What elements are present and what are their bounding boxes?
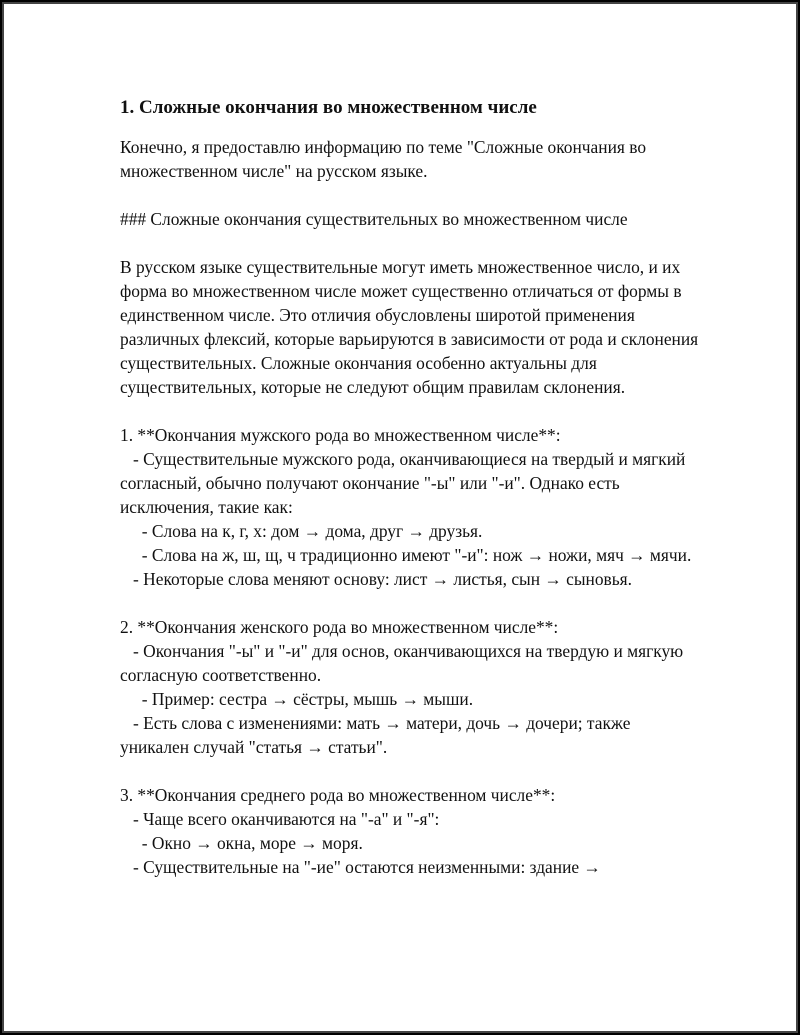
subheading: ### Сложные окончания существительных во множественном числе (120, 209, 628, 229)
list-item: - Чаще всего оканчиваются на "-а" и "-я": (120, 809, 440, 829)
list-item: - Существительные мужского рода, оканчивающиеся на твердый и мягкий согласный, обычно получают окончание "-ы" или "-и". Однако есть исключения, такие как: (120, 449, 690, 517)
list-item: - Некоторые слова меняют основу: лист → листья, сын → сыновья. (120, 569, 633, 589)
blank-line (120, 591, 700, 615)
section-heading-masculine: 1. **Окончания мужского рода во множественном числе**: (120, 425, 561, 445)
blank-line (120, 759, 700, 783)
list-item: - Есть слова с изменениями: мать → матери, дочь → дочери; также уникален случай "статья → статьи". (120, 713, 635, 757)
list-item: - Слова на ж, ш, щ, ч традиционно имеют "-и": нож → ножи, мяч → мячи. (120, 545, 692, 565)
blank-line (120, 183, 700, 207)
document-title: 1. Сложные окончания во множественном числе (120, 97, 537, 118)
intro-paragraph: Конечно, я предоставлю информацию по теме "Сложные окончания во множественном числе" на русском языке. (120, 137, 651, 181)
list-item: - Окно → окна, море → моря. (120, 833, 363, 853)
document-content (120, 94, 703, 879)
list-item: - Пример: сестра → сёстры, мышь → мыши. (120, 689, 474, 709)
blank-line (120, 231, 700, 255)
blank-line (120, 399, 700, 423)
list-item: - Существительные на "-ие" остаются неизменными: здание → (120, 857, 601, 877)
section-heading-neuter: 3. **Окончания среднего рода во множественном числе**: (120, 785, 556, 805)
section-heading-feminine: 2. **Окончания женского рода во множественном числе**: (120, 617, 559, 637)
overview-paragraph: В русском языке существительные могут иметь множественное число, и их форма во множественном числе может существенно отличаться от формы в единственном числе. Это отличия обусловлены широтой применения различных флексий, которые варьируются в зависимости от рода и склонения существительных. Сложные окончания особенно актуальны для существительных, которые не следуют общим правилам склонения. (120, 257, 703, 397)
list-item: - Окончания "-ы" и "-и" для основ, оканчивающихся на твердую и мягкую согласную соответственно. (120, 641, 688, 685)
list-item: - Слова на к, г, х: дом → дома, друг → друзья. (120, 521, 483, 541)
